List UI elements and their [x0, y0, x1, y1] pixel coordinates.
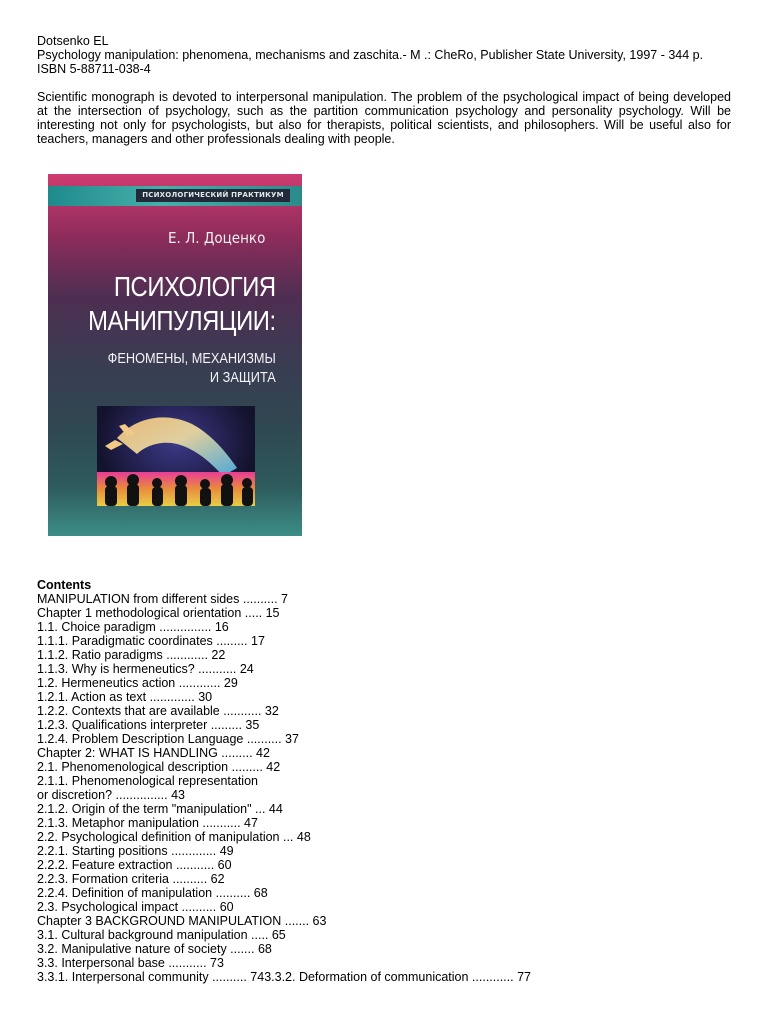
toc-item: 2.2. Psychological definition of manipulation ... 48 — [37, 830, 311, 844]
cover-title — [88, 270, 276, 338]
description-paragraph: Scientific monograph is devoted to interpersonal manipulation. The problem of the psychological impact of being developed at the intersection of psychology, such as the partition communication psychology and personality psychology. Will be interesting not only for psychologists, but also for therapists, political scientists, and philosophers. Will be useful also for teachers, managers and other professionals dealing with people. — [37, 90, 731, 146]
toc-item: 2.1.2. Origin of the term "manipulation" ... 44 — [37, 802, 283, 816]
toc-item: 2.2.2. Feature extraction ........... 60 — [37, 858, 232, 872]
cover-series-label: ПСИХОЛОГИЧЕСКИЙ ПРАКТИКУМ — [136, 189, 290, 202]
toc-item: 2.1. Phenomenological description ......... 42 — [37, 760, 281, 774]
toc-item: 2.1.3. Metaphor manipulation ........... 47 — [37, 816, 258, 830]
toc-item: 2.2.4. Definition of manipulation .......... 68 — [37, 886, 268, 900]
cover-subtitle-line: ФЕНОМЕНЫ, МЕХАНИЗМЫ — [107, 350, 276, 367]
toc-item: 3.3. Interpersonal base ........... 73 — [37, 956, 224, 970]
toc-item: 1.1.3. Why is hermeneutics? ........... 24 — [37, 662, 254, 676]
toc-item: 3.3.1. Interpersonal community .......... 743.3.2. Deformation of communication ............ 77 — [37, 970, 531, 984]
toc-item: 3.2. Manipulative nature of society ....... 68 — [37, 942, 272, 956]
isbn-line: ISBN 5-88711-038-4 — [37, 62, 151, 76]
toc-item: 3.1. Cultural background manipulation ..... 65 — [37, 928, 286, 942]
toc-item: Chapter 2: WHAT IS HANDLING ......... 42 — [37, 746, 270, 760]
toc-item: 2.3. Psychological impact .......... 60 — [37, 900, 234, 914]
author-line: Dotsenko EL — [37, 34, 109, 48]
toc-item: 1.2. Hermeneutics action ............ 29 — [37, 676, 238, 690]
toc-item: 1.2.3. Qualifications interpreter ......... 35 — [37, 718, 260, 732]
toc-item: 1.1. Choice paradigm ............... 16 — [37, 620, 229, 634]
cover-subtitle-line: И ЗАЩИТА — [210, 369, 276, 386]
cover-title-line: ПСИХОЛОГИЯ — [114, 271, 277, 302]
table-of-contents — [37, 578, 731, 984]
contents-heading: Contents — [37, 578, 92, 592]
toc-item: or discretion? ............... 43 — [37, 788, 185, 802]
toc-item: MANIPULATION from different sides .......... 7 — [37, 592, 289, 606]
toc-item: Chapter 3 BACKGROUND MANIPULATION ....... 63 — [37, 914, 327, 928]
toc-item: 1.1.1. Paradigmatic coordinates ......... 17 — [37, 634, 265, 648]
cover-title-line: МАНИПУЛЯЦИИ: — [88, 305, 276, 336]
toc-item: 1.2.2. Contexts that are available ........... 32 — [37, 704, 279, 718]
cover-illustration — [97, 406, 255, 506]
document-header — [37, 34, 731, 146]
book-cover-image — [48, 174, 302, 536]
cover-author: Е. Л. Доценко — [168, 229, 266, 247]
toc-item: Chapter 1 methodological orientation ..... 15 — [37, 606, 280, 620]
toc-item: 2.1.1. Phenomenological representation — [37, 774, 258, 788]
toc-item: 2.2.3. Formation criteria .......... 62 — [37, 872, 225, 886]
citation-line: Psychology manipulation: phenomena, mechanisms and zaschita.- M .: CheRo, Publisher State University, 1997 - 344 p. — [37, 48, 704, 62]
toc-item: 1.2.4. Problem Description Language .......... 37 — [37, 732, 299, 746]
hand-over-figures-illustration — [97, 406, 255, 506]
toc-item: 2.2.1. Starting positions ............. 49 — [37, 844, 234, 858]
cover-subtitle — [108, 349, 276, 387]
toc-item: 1.2.1. Action as text ............. 30 — [37, 690, 213, 704]
toc-item: 1.1.2. Ratio paradigms ............ 22 — [37, 648, 226, 662]
